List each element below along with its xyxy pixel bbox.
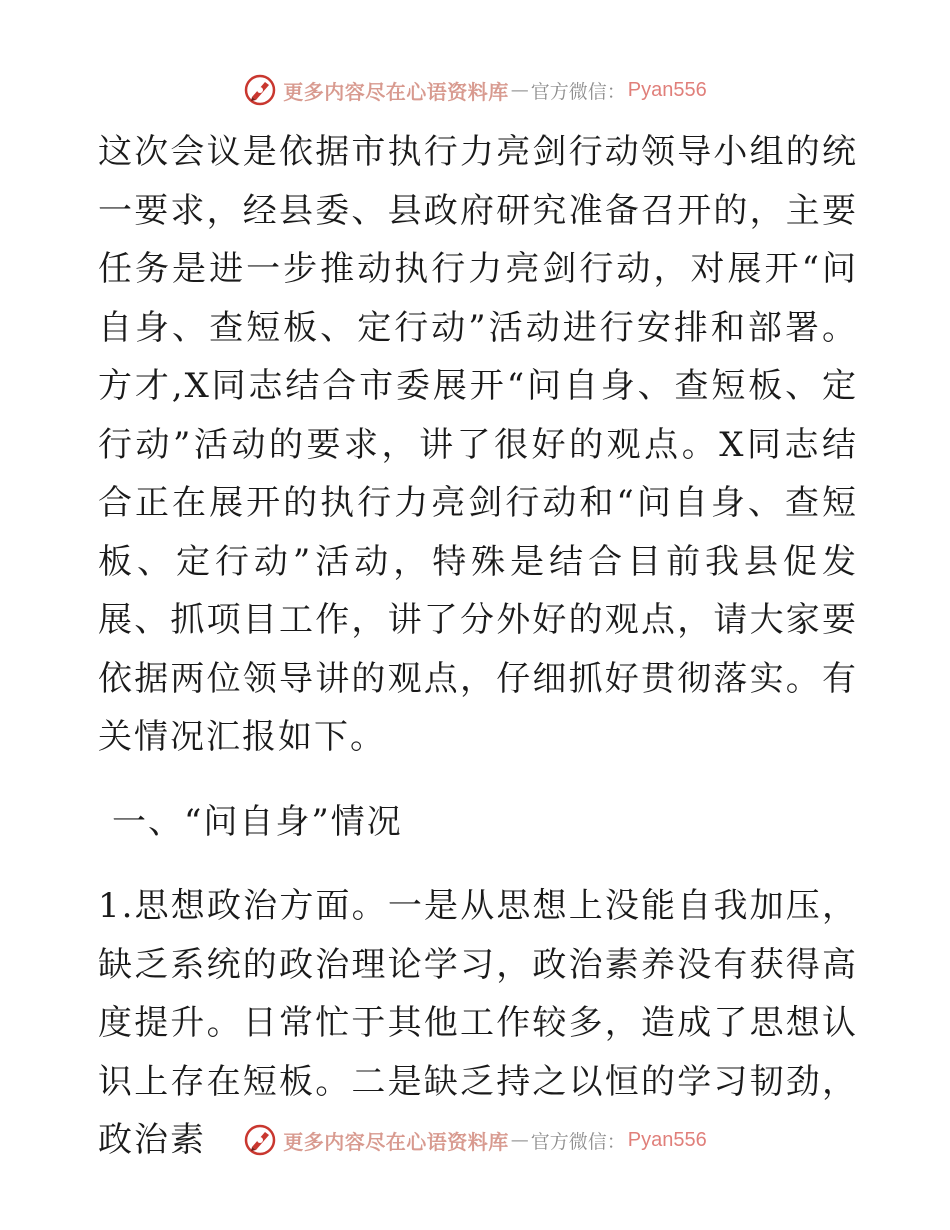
watermark-wechat-label: 官方微信：: [530, 1130, 626, 1153]
paragraph-spacer: [98, 767, 858, 793]
pen-circle-logo-icon: [243, 1123, 277, 1157]
watermark-wechat-label: 官方微信：: [530, 80, 626, 103]
header-watermark: [0, 70, 950, 110]
watermark-text: 更多内容尽在心语资料库: [283, 79, 509, 104]
watermark-dash: —: [510, 79, 529, 101]
watermark-dash: —: [510, 1129, 529, 1151]
watermark-wechat-id: Pyan556: [627, 78, 707, 101]
section-heading: 一、“问自身”情况: [112, 801, 403, 842]
document-body: [98, 123, 858, 1170]
intro-paragraph: 这次会议是依据市执行力亮剑行动领导小组的统一要求，经县委、县政府研究准备召开的，主要任务是进一步推动执行力亮剑行动，对展开“问自身、查短板、定行动”活动进行安排和部署。方才,X同志结合市委展开“问自身、查短板、定行动”活动的要求，讲了很好的观点。X同志结合正在展开的执行力亮剑行动和“问自身、查短板、定行动”活动，特殊是结合目前我县促发展、抓项目工作，讲了分外好的观点，请大家要依据两位领导讲的观点，仔细抓好贯彻落实。有关情况汇报如下。: [98, 132, 858, 757]
watermark-wechat-id: Pyan556: [627, 1128, 707, 1151]
paragraph-spacer: [98, 851, 858, 877]
pen-circle-logo-icon: [243, 73, 277, 107]
footer-watermark: [0, 1120, 950, 1160]
point-1-paragraph: 1.思想政治方面。一是从思想上没能自我加压，缺乏系统的政治理论学习，政治素养没有获得高度提升。日常忙于其他工作较多，造成了思想认识上存在短板。二是缺乏持之以恒的学习韧劲，政治素: [98, 886, 858, 1160]
watermark-text: 更多内容尽在心语资料库: [283, 1129, 509, 1154]
